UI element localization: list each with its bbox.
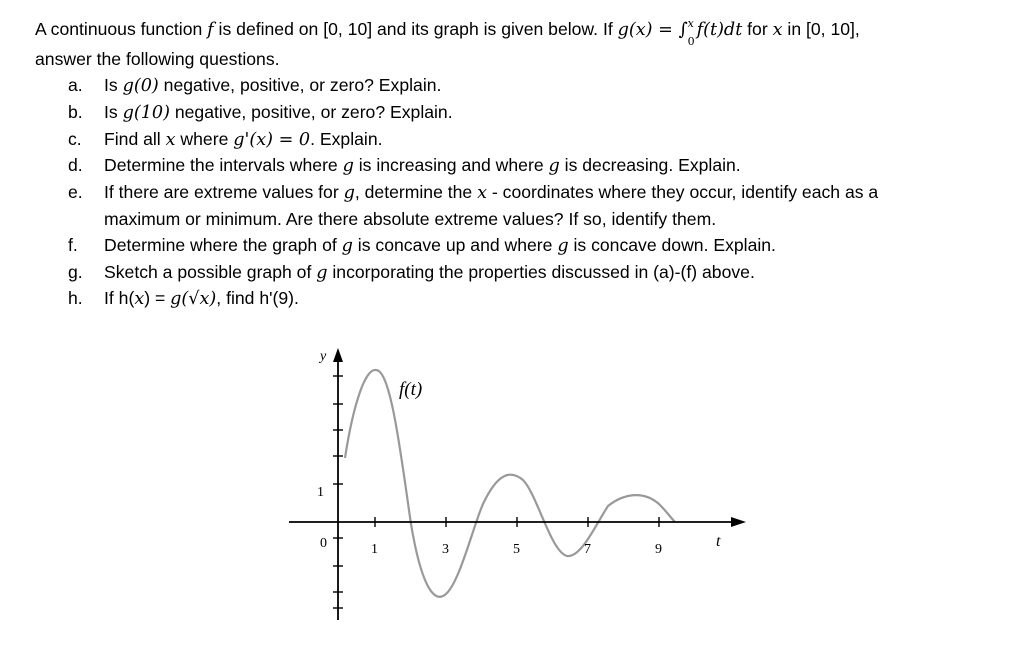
intro-line-2: answer the following questions. — [35, 49, 280, 69]
question-text: negative, positive, or zero? Explain. — [158, 75, 442, 95]
math-expression: g(0) — [122, 76, 159, 96]
origin-label: 0 — [320, 536, 327, 551]
x-axis-arrowhead — [731, 517, 746, 527]
question-text: maximum or minimum. Are there absolute extreme values? If so, identify them. — [104, 208, 717, 229]
question-text: negative, positive, or zero? Explain. — [169, 101, 453, 122]
question-text: Sketch a possible graph of — [104, 261, 317, 282]
f-curve — [345, 370, 675, 597]
question-text: is concave up and where — [352, 234, 558, 255]
math-expression: x — [134, 289, 145, 310]
question-text: Is — [104, 75, 123, 95]
question-text: If h( — [104, 288, 135, 309]
y-axis-label: y — [320, 349, 327, 364]
math-expression: g — [548, 156, 560, 177]
x-tick-label-9: 9 — [655, 542, 662, 557]
question-text: is increasing and where — [353, 155, 549, 176]
x-tick-label-5: 5 — [513, 542, 520, 557]
question-item-e — [35, 180, 1015, 233]
math-expression: x — [477, 183, 488, 204]
x-axis-label: t — [716, 533, 721, 550]
question-item-f — [35, 233, 1015, 260]
function-graph-figure — [283, 346, 753, 626]
question-text: , find h'(9). — [216, 288, 299, 309]
question-item-h — [35, 286, 1015, 313]
math-expression: g — [557, 235, 569, 256]
g-definition: g(x) = ∫ — [617, 20, 688, 40]
question-marker: d. — [68, 155, 83, 176]
question-marker: g. — [68, 261, 83, 282]
math-expression: g — [341, 235, 353, 256]
integral-upper-limit: x — [687, 17, 694, 30]
math-expression: g — [342, 156, 354, 177]
question-marker: h. — [68, 288, 83, 309]
problem-document — [35, 14, 1015, 313]
math-expression: g(10) — [122, 102, 170, 123]
question-item-a — [35, 73, 1015, 100]
math-expression: g — [316, 262, 328, 283]
question-text: - coordinates where they occur, identify each as a — [487, 182, 879, 203]
question-text: is decreasing. Explain. — [559, 155, 741, 176]
integrand: f(t)dt — [696, 20, 743, 40]
question-marker: f. — [68, 234, 78, 255]
question-marker: c. — [68, 128, 82, 149]
question-marker: e. — [68, 182, 83, 203]
x-tick-label-1: 1 — [371, 542, 378, 557]
math-expression: x — [165, 129, 176, 150]
function-graph — [283, 346, 753, 626]
function-symbol: f — [207, 20, 214, 40]
question-text: is concave down. Explain. — [568, 234, 776, 255]
question-text: ) = — [144, 288, 171, 309]
question-item-g — [35, 260, 1015, 287]
question-text: . Explain. — [310, 128, 383, 149]
y-axis-arrowhead — [333, 348, 343, 362]
question-marker: a. — [68, 75, 83, 95]
curve-label: f(t) — [399, 379, 423, 400]
intro-line-1 — [35, 14, 1015, 48]
intro-text: is defined on [0, 10] and its graph is given below. If — [213, 19, 618, 39]
question-marker: b. — [68, 101, 83, 122]
intro-text: for — [742, 19, 773, 39]
question-text: Determine the intervals where — [104, 155, 343, 176]
question-text: Find all — [104, 128, 166, 149]
y-tick-label: 1 — [317, 485, 324, 500]
question-item-d — [35, 153, 1015, 180]
question-text: Is — [104, 101, 123, 122]
question-text: where — [175, 128, 234, 149]
intro-text: A continuous function — [35, 19, 208, 39]
x-tick-label-3: 3 — [442, 542, 449, 557]
question-item-c — [35, 127, 1015, 154]
integral-lower-limit: 0 — [687, 35, 695, 48]
problem-intro — [35, 14, 1015, 73]
x-tick-label-7: 7 — [584, 542, 591, 557]
integral-limits — [687, 17, 697, 48]
math-expression: g — [343, 183, 355, 204]
question-text: incorporating the properties discussed in (a)-(f) above. — [327, 261, 755, 282]
intro-text: in [0, 10], — [782, 19, 860, 39]
math-expression: g(√x) — [170, 289, 217, 310]
question-text: If there are extreme values for — [104, 182, 344, 203]
math-expression: g'(x) = 0 — [233, 129, 311, 150]
question-item-b — [35, 100, 1015, 127]
question-list — [35, 73, 1015, 313]
question-text: , determine the — [354, 182, 478, 203]
variable-x: x — [772, 20, 783, 40]
question-text: Determine where the graph of — [104, 234, 342, 255]
